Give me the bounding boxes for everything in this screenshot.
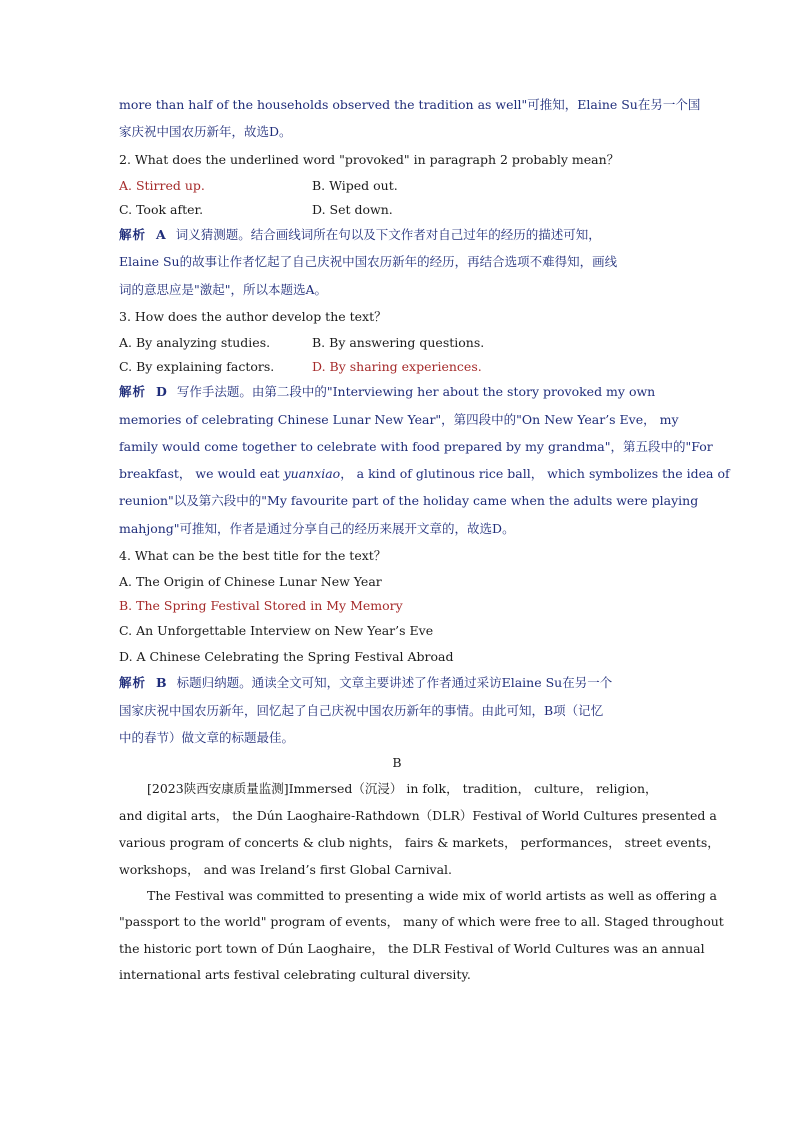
passage-b-p2-line-3: the historic port town of Dún Laoghaire， the DLR Festival of World Cultures was an annual [119,941,705,956]
q2-option-d: D. Set down. [312,202,393,217]
q2-stem: 2. What does the underlined word "provoked" in paragraph 2 probably mean？ [119,152,620,167]
passage-b-p2-line-2: "passport to the world" program of events， many of which were free to all. Staged throughout [119,914,724,929]
section-heading: B [392,755,402,770]
explanation-text: ， a kind of glutinous rice ball， which symbolizes the idea of [340,466,730,481]
q3-option-d: D. By sharing experiences. [312,359,482,374]
q2-explanation-line-3: 词的意思应是"激起"，所以本题选A。 [119,282,328,297]
q3-explanation-line-1 [119,384,655,400]
q3-option-c: C. By explaining factors. [119,359,275,374]
passage-b-p2-line-1: The Festival was committed to presenting a wide mix of world artists as well as offering a [147,888,718,903]
q4-explanation-line-2: 国家庆祝中国农历新年，回忆起了自己庆祝中国农历新年的事情。由此可知，B项（记忆 [119,703,604,718]
q3-explanation-line-2: memories of celebrating Chinese Lunar New Year"，第四段中的"On New Year’s Eve， my [119,412,679,427]
q2-explanation-line-1 [119,227,601,243]
passage-b-p1-line-1: [2023陕西安康质量监测]Immersed（沉浸） in folk， tradition， culture， religion， [147,781,658,796]
q1-explanation-line-2: 家庆祝中国农历新年，故选D。 [119,124,292,139]
q2-explanation-line-2: Elaine Su的故事让作者忆起了自己庆祝中国农历新年的经历，再结合选项不难得知，画线 [119,254,618,269]
q1-explanation-line-1: more than half of the households observed the tradition as well"可推知，Elaine Su在另一个国 [119,97,701,112]
q4-explanation-line-1 [119,675,612,691]
q3-explanation-line-5: reunion"以及第六段中的"My favourite part of the holiday came when the adults were playing [119,493,699,508]
q3-option-b: B. By answering questions. [312,335,485,350]
explanation-text: 词义猜测题。结合画线词所在句以及下文作者对自己过年的经历的描述可知， [175,227,601,242]
explanation-tag: 解析 [119,227,147,242]
explanation-tag: 解析 [119,675,147,690]
q2-option-a: A. Stirred up. [119,178,205,193]
explanation-text: 标题归纳题。通读全文可知，文章主要讲述了作者通过采访Elaine Su在另一个 [176,675,613,690]
q2-option-c: C. Took after. [119,202,204,217]
q3-stem: 3. How does the author develop the text？ [119,309,387,324]
q3-explanation-line-3: family would come together to celebrate with food prepared by my grandma"，第五段中的"For [119,439,713,454]
passage-b-p1-line-3: various program of concerts & club nights， fairs & markets， performances， street events， [119,835,720,850]
q4-option-d: D. A Chinese Celebrating the Spring Festival Abroad [119,649,454,664]
passage-b-p1-line-4: workshops， and was Ireland’s first Global Carnival. [119,862,453,877]
q4-option-b: B. The Spring Festival Stored in My Memory [119,598,403,613]
q3-option-a: A. By analyzing studies. [119,335,271,350]
q2-option-b: B. Wiped out. [312,178,398,193]
italic-term: yuanxiao [283,466,341,481]
q4-option-a: A. The Origin of Chinese Lunar New Year [119,574,382,589]
q4-explanation-line-3: 中的春节）做文章的标题最佳。 [119,730,295,745]
explanation-text: 写作手法题。由第二段中的"Interviewing her about the story provoked my own [176,384,656,399]
explanation-text: breakfast， we would eat [119,466,284,481]
q3-explanation-line-6: mahjong"可推知，作者是通过分享自己的经历来展开文章的，故选D。 [119,521,515,536]
q4-stem: 4. What can be the best title for the text？ [119,548,387,563]
answer-letter: B [156,675,167,690]
q4-option-c: C. An Unforgettable Interview on New Year’s Eve [119,623,434,638]
answer-letter: A [156,227,166,242]
passage-b-p2-line-4: international arts festival celebrating cultural diversity. [119,967,471,982]
answer-letter: D [156,384,167,399]
passage-b-p1-line-2: and digital arts， the Dún Laoghaire-Rathdown（DLR）Festival of World Cultures presented a [119,808,717,823]
q3-explanation-line-4 [119,466,730,482]
explanation-tag: 解析 [119,384,147,399]
